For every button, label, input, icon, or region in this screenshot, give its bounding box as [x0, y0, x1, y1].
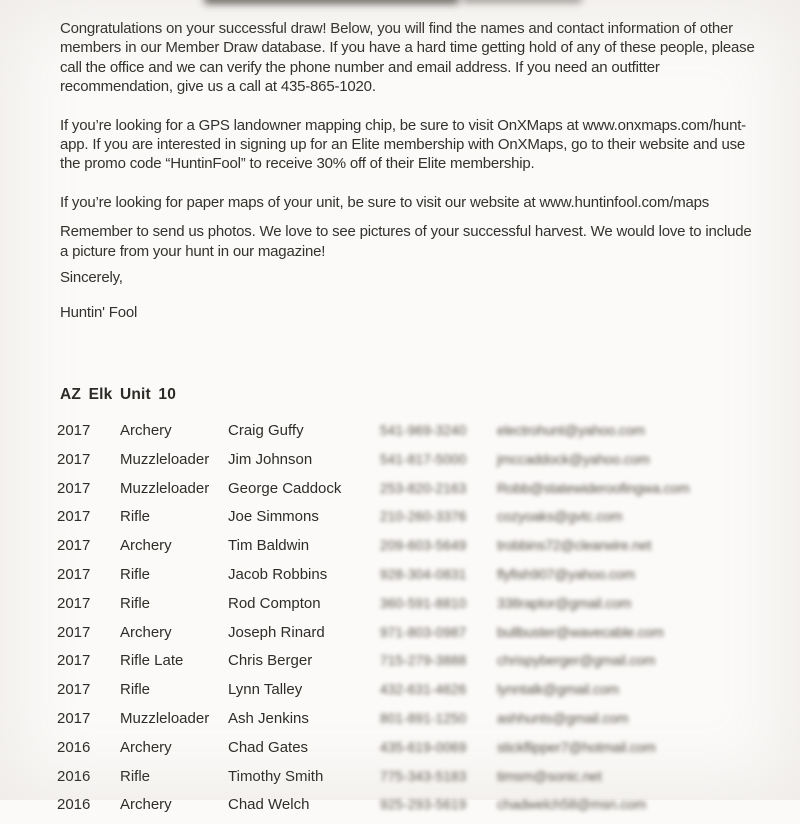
row-email-redacted: electrohunt@yahoo.com [497, 422, 645, 438]
row-member-name: Rod Compton [228, 594, 321, 612]
row-phone-redacted: 210-260-3376 [380, 509, 467, 525]
row-email-redacted: 338raptor@gmail.com [497, 594, 632, 611]
row-email-redacted: chrispyberger@gmail.com [497, 652, 656, 669]
row-member-name: Craig Guffy [228, 422, 304, 439]
row-weapon-type: Rifle [120, 594, 151, 612]
row-email-redacted: Robb@statewideroofingwa.com [497, 479, 690, 496]
clipped-header-remnant [204, 0, 459, 4]
row-member-name: Joe Simmons [228, 508, 319, 526]
table-row [57, 767, 763, 796]
row-member-name: George Caddock [228, 479, 342, 497]
clipped-header-remnant [462, 0, 582, 3]
row-phone-redacted: 801-891-1250 [380, 710, 467, 726]
letter-paragraph-paper-maps: If you’re looking for paper maps of your unit, be sure to visit our website at www.huntinfool.com/maps [60, 193, 710, 211]
letter-paragraph-photos: Remember to send us photos. We love to see pictures of your successful harvest. We would love to include a picture from your hunt in our magazine! [60, 223, 752, 260]
row-year: 2016 [57, 738, 91, 756]
row-year: 2017 [57, 652, 91, 670]
row-member-name: Jacob Robbins [228, 565, 328, 583]
row-year: 2016 [57, 767, 91, 785]
letter-paragraph-congratulations: Congratulations on your successful draw! Below, you will find the names and contact information of other members in our Member Draw database. If you have a hard time getting hold of any of these people, please call the office and we can verify the phone number and email address. If you need an outfitter recommendation, give us a call at 435-865-1020. [60, 20, 755, 96]
row-email-redacted: timsm@sonic.net [497, 767, 602, 784]
letter-paragraph-onxmaps: If you’re looking for a GPS landowner mapping chip, be sure to visit OnXMaps at www.onxmaps.com/hunt-app. If you are interested in signing up for an Elite membership with OnXMaps, go to their website and use the promo code “HuntinFool” to receive 30% off of their Elite membership. [60, 116, 746, 173]
row-year: 2017 [57, 537, 91, 555]
section-heading-az-elk-unit-10: AZ Elk Unit 10 [60, 386, 177, 403]
row-year: 2017 [57, 594, 91, 612]
row-email-redacted: ashhunts@gmail.com [497, 709, 629, 726]
row-member-name: Joseph Rinard [228, 623, 325, 641]
table-row [57, 738, 763, 767]
table-row [57, 479, 763, 508]
row-phone-redacted: 715-279-3888 [380, 653, 467, 669]
row-year: 2017 [57, 450, 91, 468]
row-member-name: Chad Gates [228, 738, 309, 756]
row-phone-redacted: 435-619-0069 [380, 739, 467, 755]
row-year: 2017 [57, 422, 91, 439]
row-weapon-type: Muzzleloader [120, 479, 210, 497]
row-year: 2016 [57, 796, 91, 814]
row-weapon-type: Archery [120, 422, 172, 439]
row-weapon-type: Archery [120, 796, 172, 814]
row-phone-redacted: 925-293-5619 [380, 797, 467, 813]
row-phone-redacted: 541-969-3240 [380, 423, 467, 438]
row-member-name: Chad Welch [228, 796, 310, 814]
table-row [57, 565, 763, 594]
row-member-name: Jim Johnson [228, 450, 313, 468]
row-member-name: Chris Berger [228, 652, 313, 670]
letter-closing: Sincerely, [60, 269, 123, 287]
row-weapon-type: Muzzleloader [120, 709, 210, 727]
row-weapon-type: Rifle Late [120, 652, 184, 670]
row-email-redacted: trobbins72@clearwire.net [497, 537, 652, 554]
row-phone-redacted: 971-803-0987 [380, 624, 467, 640]
row-phone-redacted: 775-343-5183 [380, 768, 467, 784]
member-table [57, 421, 763, 824]
table-row [57, 594, 763, 623]
letter-body [60, 19, 760, 323]
row-weapon-type: Rifle [120, 767, 151, 785]
row-year: 2017 [57, 681, 91, 699]
row-email-redacted: stickflipper7@hotmail.com [497, 738, 656, 755]
row-year: 2017 [57, 565, 91, 583]
row-email-redacted: bullbuster@wavecable.com [497, 623, 664, 640]
row-email-redacted: flyfish907@yahoo.com [497, 565, 635, 582]
table-row [57, 450, 763, 479]
letter-signature: Huntin' Fool [60, 304, 138, 322]
row-phone-redacted: 541-817-5000 [380, 451, 467, 467]
table-row [57, 680, 763, 709]
row-year: 2017 [57, 709, 91, 727]
row-weapon-type: Rifle [120, 681, 151, 699]
row-email-redacted: lynntalk@gmail.com [497, 681, 619, 698]
row-email-redacted: jmccaddock@yahoo.com [497, 450, 650, 467]
row-weapon-type: Muzzleloader [120, 450, 210, 468]
row-year: 2017 [57, 508, 91, 526]
row-weapon-type: Archery [120, 623, 172, 641]
row-weapon-type: Rifle [120, 508, 151, 526]
table-row [57, 507, 763, 536]
row-member-name: Tim Baldwin [228, 537, 310, 555]
table-row [57, 651, 763, 680]
row-phone-redacted: 360-591-8810 [380, 595, 467, 611]
row-member-name: Timothy Smith [228, 767, 324, 785]
row-phone-redacted: 253-820-2163 [380, 480, 467, 496]
row-phone-redacted: 432-631-4626 [380, 682, 467, 698]
table-row [57, 536, 763, 565]
row-weapon-type: Archery [120, 537, 172, 555]
table-row [57, 623, 763, 652]
row-year: 2017 [57, 479, 91, 497]
table-row [57, 421, 763, 450]
row-phone-redacted: 209-603-5649 [380, 538, 467, 554]
row-weapon-type: Archery [120, 738, 172, 756]
row-year: 2017 [57, 623, 91, 641]
table-row [57, 709, 763, 738]
row-email-redacted: cozyoaks@gvtc.com [497, 508, 623, 525]
row-email-redacted: chadwelch58@msn.com [497, 796, 646, 813]
row-member-name: Ash Jenkins [228, 709, 309, 727]
row-member-name: Lynn Talley [228, 681, 303, 699]
row-phone-redacted: 928-304-0831 [380, 566, 467, 582]
row-weapon-type: Rifle [120, 565, 151, 583]
